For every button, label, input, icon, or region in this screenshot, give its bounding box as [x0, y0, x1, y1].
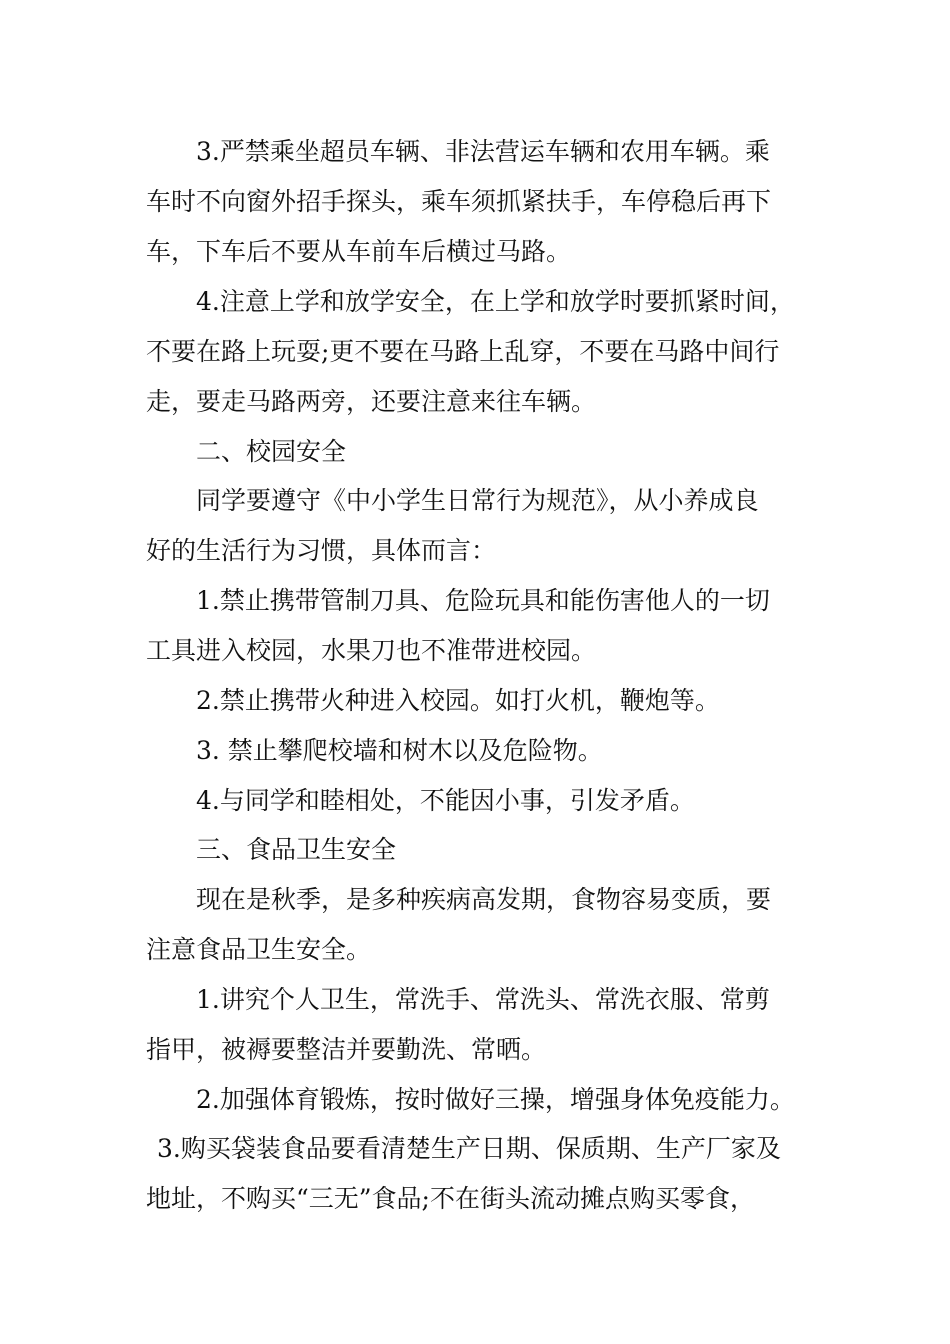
campus-item-1-line-2: 工具进入校园，水果刀也不准带进校园。: [146, 636, 597, 665]
campus-item-1-line-1: 1.禁止携带管制刀具、危险玩具和能伤害他人的一切: [196, 586, 770, 615]
paragraph-4-line-3: 走，要走马路两旁，还要注意来往车辆。: [146, 387, 597, 416]
food-item-1-line-1: 1.讲究个人卫生，常洗手、常洗头、常洗衣服、常剪: [196, 985, 770, 1014]
food-item-3-line-2: 地址，不购买“三无”食品;不在街头流动摊点购买零食，: [146, 1184, 755, 1213]
paragraph-4-line-2: 不要在路上玩耍;更不要在马路上乱穿，不要在马路中间行: [146, 337, 780, 366]
paragraph-4-line-1: 4.注意上学和放学安全，在上学和放学时要抓紧时间，: [196, 287, 795, 316]
campus-item-4: 4.与同学和睦相处，不能因小事，引发矛盾。: [196, 786, 695, 815]
food-item-1-line-2: 指甲，被褥要整洁并要勤洗、常晒。: [146, 1035, 547, 1064]
food-item-2: 2.加强体育锻炼，按时做好三操，增强身体免疫能力。: [196, 1085, 795, 1114]
campus-item-3: 3. 禁止攀爬校墙和树木以及危险物。: [196, 736, 603, 765]
campus-item-2: 2.禁止携带火种进入校园。如打火机，鞭炮等。: [196, 686, 720, 715]
section-heading-campus-safety: 二、校园安全: [196, 437, 347, 466]
food-intro-line-1: 现在是秋季，是多种疾病高发期，食物容易变质，要: [196, 885, 772, 914]
food-item-3-line-1: 3.购买袋装食品要看清楚生产日期、保质期、生产厂家及: [157, 1134, 781, 1163]
paragraph-3-line-3: 车，下车后不要从车前车后横过马路。: [146, 237, 572, 266]
campus-intro-line-1: 同学要遵守《中小学生日常行为规范》，从小养成良: [196, 486, 759, 515]
paragraph-3-line-2: 车时不向窗外招手探头，乘车须抓紧扶手，车停稳后再下: [146, 187, 772, 216]
campus-intro-line-2: 好的生活行为习惯，具体而言：: [146, 536, 497, 565]
section-heading-food-safety: 三、食品卫生安全: [196, 835, 397, 864]
food-intro-line-2: 注意食品卫生安全。: [146, 935, 372, 964]
paragraph-3-line-1: 3.严禁乘坐超员车辆、非法营运车辆和农用车辆。乘: [196, 137, 770, 166]
